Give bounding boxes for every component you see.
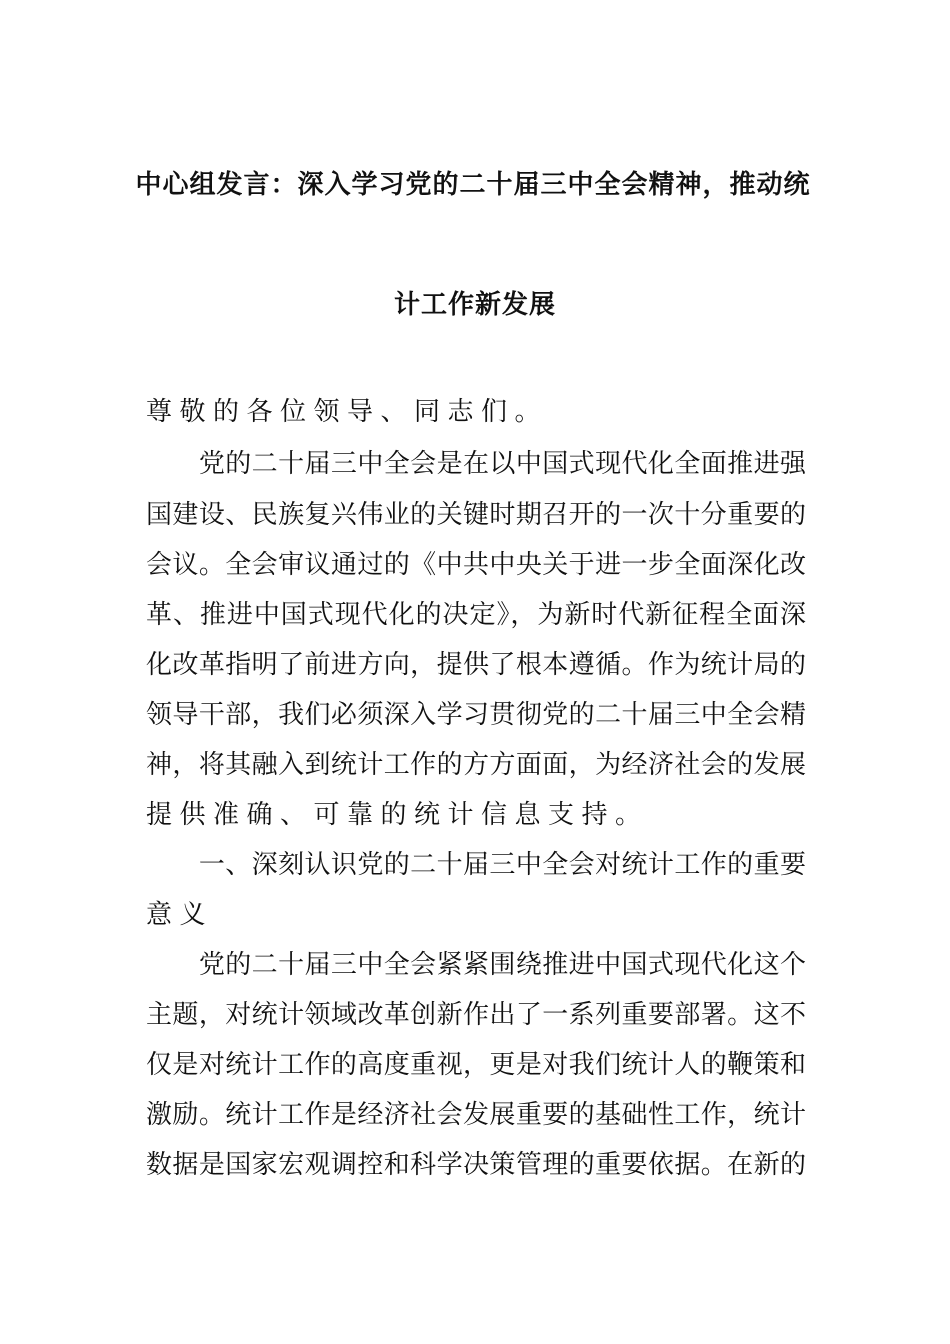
section-heading-line: 意义 (146, 900, 214, 930)
paragraph-line: 激励。统计工作是经济社会发展重要的基础性工作，统计 (146, 1100, 807, 1130)
paragraph-line: 领导干部，我们必须深入学习贯彻党的二十届三中全会精 (146, 700, 807, 730)
paragraph-line: 会议。全会审议通过的《中共中央关于进一步全面深化改 (146, 550, 807, 580)
paragraph-line: 仅是对统计工作的高度重视，更是对我们统计人的鞭策和 (146, 1050, 807, 1080)
section-heading-line: 一、深刻认识党的二十届三中全会对统计工作的重要 (146, 850, 807, 880)
document-title-line-1: 中心组发言：深入学习党的二十届三中全会精神，推动统 (135, 170, 811, 200)
paragraph-line: 党的二十届三中全会是在以中国式现代化全面推进强 (146, 449, 807, 479)
paragraph-line: 提供准确、可靠的统计信息支持。 (146, 800, 649, 830)
salutation: 尊敬的各位领导、同志们。 (146, 397, 549, 427)
paragraph-line: 党的二十届三中全会紧紧围绕推进中国式现代化这个 (146, 950, 807, 980)
paragraph-line: 主题，对统计领域改革创新作出了一系列重要部署。这不 (146, 1000, 807, 1030)
paragraph-line: 神，将其融入到统计工作的方方面面，为经济社会的发展 (146, 750, 807, 780)
paragraph-line: 国建设、民族复兴伟业的关键时期召开的一次十分重要的 (146, 500, 807, 530)
paragraph-line: 革、推进中国式现代化的决定》，为新时代新征程全面深 (146, 600, 807, 630)
paragraph-line: 数据是国家宏观调控和科学决策管理的重要依据。在新的 (146, 1150, 807, 1180)
paragraph-line: 化改革指明了前进方向，提供了根本遵循。作为统计局的 (146, 650, 807, 680)
document-title-line-2: 计工作新发展 (393, 290, 556, 320)
